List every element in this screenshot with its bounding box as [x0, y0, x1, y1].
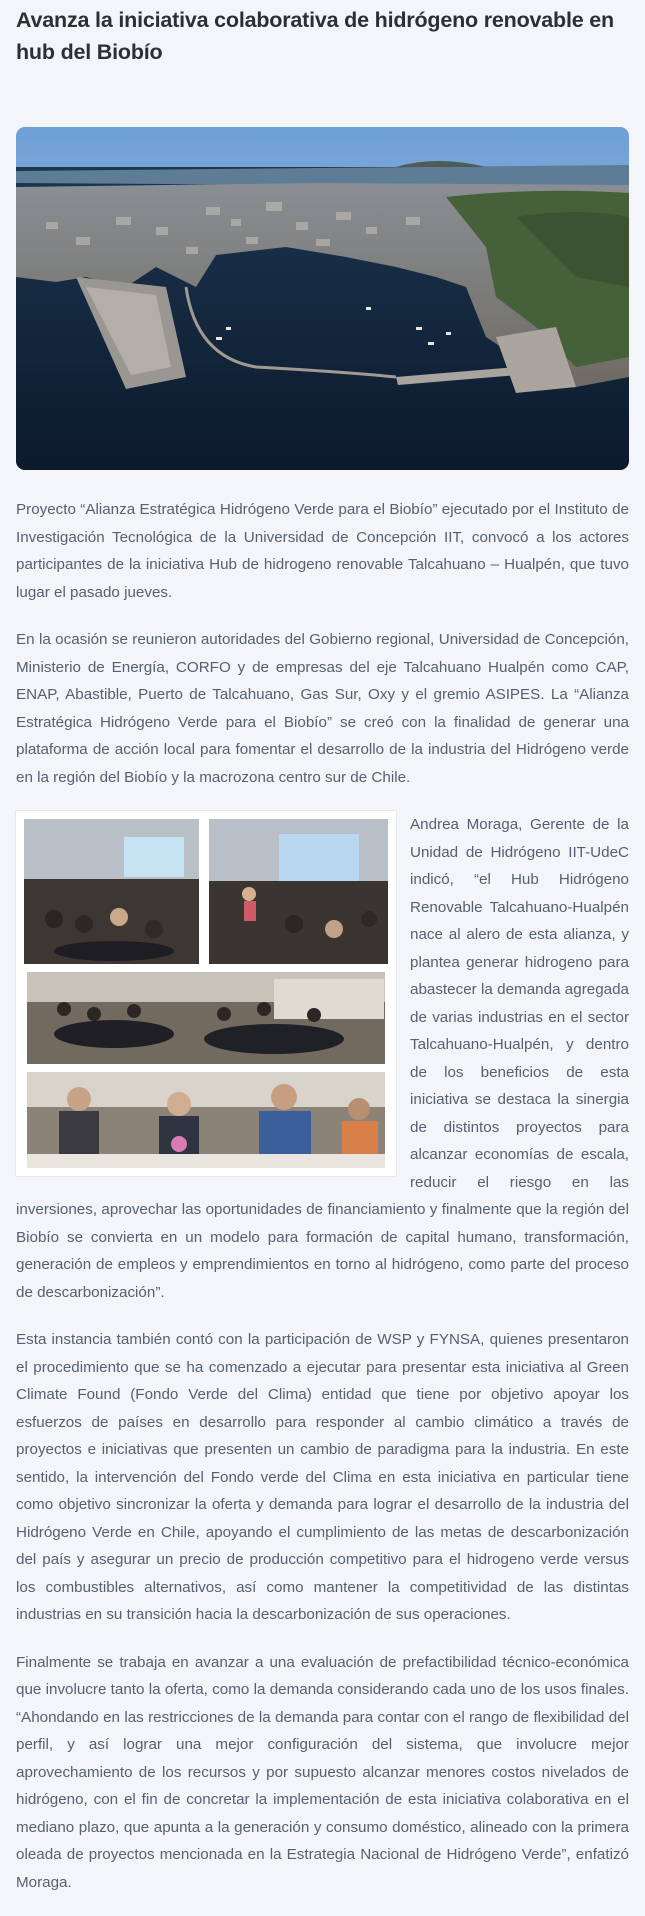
hero-image [16, 127, 629, 470]
meeting-collage-photo [24, 819, 388, 1168]
aerial-port-photo [16, 127, 629, 470]
article-title: Avanza la iniciativa colaborativa de hidrógeno renovable en hub del Biobío [16, 8, 614, 64]
article-body [16, 496, 629, 1916]
paragraph-3: Andrea Moraga, Gerente de la Unidad de Hidrógeno IIT-UdeC indicó, “el Hub Hidrógeno Renovable Talcahuano-Hualpén nace al alero de esta alianza, y plantea generar hidrogeno para abastecer la demanda agregada de varias industrias en el sector Talcahuano-Hualpén, y dentro de los beneficios de esta iniciativa se destaca la sinergia de distintos proyectos para alcanzar economías de escala, reducir el riesgo en las inversiones, aprovechar las oportunidades de financiamiento y finalmente que la región del Biobío se convierta en un modelo para formación de capital humano, transformación, generación de empleos y emprendimientos en torno al hidrógeno, como parte del proceso de descarbonización”. [16, 816, 629, 1301]
paragraph-5: Finalmente se trabaja en avanzar a una evaluación de prefactibilidad técnico-económica que involucre tanto la oferta, como la demanda considerando cada uno de los usos finales. “Ahondando en las restricciones de la demanda para contar con el rango de flexibilidad del perfil, y así lograr una mejor configuración del sistema, que involucre mejor aprovechamiento de los recursos y por supuesto alcanzar menores costos nivelados de hidrógeno, con el fin de concretar la implementación de esta iniciativa colaborativa en el mediano plazo, que apunta a la generación y consumo doméstico, alineado con la primera oleada de proyectos mencionada en la Estrategia Nacional de Hidrógeno Verde”, enfatizó Moraga. [16, 1653, 629, 1891]
paragraph-2: En la ocasión se reunieron autoridades del Gobierno regional, Universidad de Concepción, Ministerio de Energía, CORFO y de empresas del eje Talcahuano Hualpén como CAP, ENAP, Abastible, Puerto de Talcahuano, Gas Sur, Oxy y el gremio ASIPES. La “Alianza Estratégica Hidrógeno Verde para el Biobío” se creó con la finalidad de generar una plataforma de acción local para fomentar el desarrollo de la industria del Hidrógeno verde en la región del Biobío y la macrozona centro sur de Chile. [16, 631, 629, 786]
photo-collage [16, 811, 396, 1176]
paragraph-4: Esta instancia también contó con la participación de WSP y FYNSA, quienes presentaron el procedimiento que se ha comenzado a ejecutar para presentar esta iniciativa al Green Climate Found (Fondo Verde del Clima) entidad que tiene por objetivo apoyar los esfuerzos de países en desarrollo para responder al cambio climático a través de proyectos e iniciativas que presenten un cambio de paradigma para la industria. En este sentido, la intervención del Fondo verde del Clima en esta iniciativa en particular tiene como objetivo sincronizar la oferta y demanda para lograr el desarrollo de la industria del Hidrógeno Verde en Chile, apoyando el cumplimiento de las metas de descarbonización del país y asegurar un precio de producción competitivo para el hidrogeno verde versus los combustibles alternativos, así como mantener la competitividad de las distintas industrias en su transición hacia la descarbonización de sus operaciones. [16, 1331, 629, 1623]
paragraph-1: Proyecto “Alianza Estratégica Hidrógeno Verde para el Biobío” ejecutado por el Instituto de Investigación Tecnológica de la Universidad de Concepción IIT, convocó a los actores participantes de la iniciativa Hub de hidrogeno renovable Talcahuano – Hualpén, que tuvo lugar el pasado jueves. [16, 501, 629, 601]
